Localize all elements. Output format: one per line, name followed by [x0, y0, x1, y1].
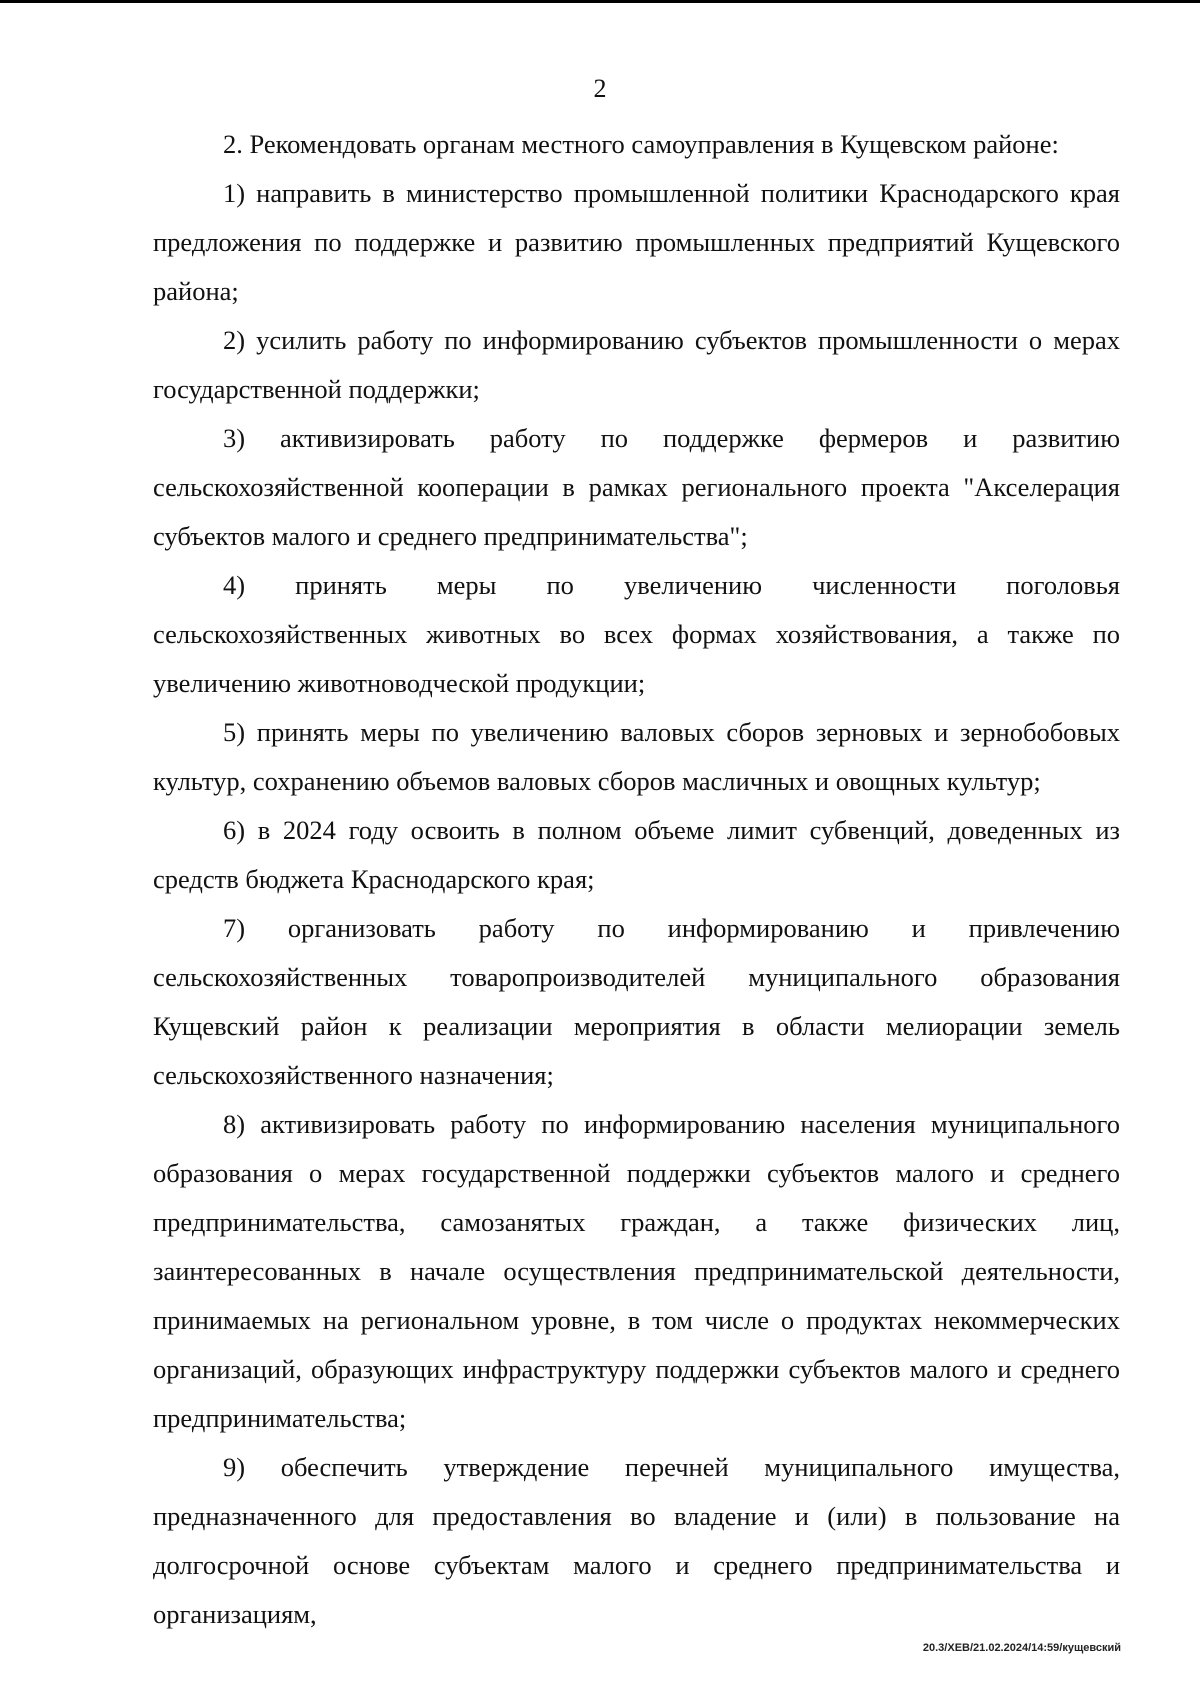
- intro-paragraph: 2. Рекомендовать органам местного самоуправления в Кущевском районе:: [223, 129, 1059, 159]
- document-body: [153, 120, 1120, 1639]
- page-number: 2: [593, 74, 607, 103]
- list-item-2: 2) усилить работу по информированию субъектов промышленности о мерах государственной поддержки;: [153, 325, 1120, 404]
- list-item-5: 5) принять меры по увеличению валовых сборов зерновых и зернобобовых культур, сохранению объемов валовых сборов масличных и овощных культур;: [153, 717, 1120, 796]
- list-item-9: 9) обеспечить утверждение перечней муниципального имущества, предназначенного для предоставления во владение и (или) в пользование на долгосрочной основе субъектам малого и среднего предпринимательства и организациям,: [153, 1452, 1120, 1629]
- list-item-4: 4) принять меры по увеличению численности поголовья сельскохозяйственных животных во всех формах хозяйствования, а также по увеличению животноводческой продукции;: [153, 570, 1120, 698]
- list-item-8: 8) активизировать работу по информированию населения муниципального образования о мерах государственной поддержки субъектов малого и среднего предпринимательства, самозанятых граждан, а также физических лиц, заинтересованных в начале осуществления предпринимательской деятельности, принимаемых на региональном уровне, в том числе о продуктах некоммерческих организаций, образующих инфраструктуру поддержки субъектов малого и среднего предпринимательства;: [153, 1109, 1120, 1433]
- list-item-1: 1) направить в министерство промышленной политики Краснодарского края предложения по поддержке и развитию промышленных предприятий Кущевского района;: [153, 178, 1120, 306]
- document-footer-code: 20.3/ХЕВ/21.02.2024/14:59/кущевский: [922, 1642, 1121, 1654]
- list-item-6: 6) в 2024 году освоить в полном объеме лимит субвенций, доведенных из средств бюджета Краснодарского края;: [153, 815, 1120, 894]
- list-item-3: 3) активизировать работу по поддержке фермеров и развитию сельскохозяйственной кооперации в рамках регионального проекта "Акселерация субъектов малого и среднего предпринимательства";: [153, 423, 1120, 551]
- list-item-7: 7) организовать работу по информированию и привлечению сельскохозяйственных товаропроизводителей муниципального образования Кущевский район к реализации мероприятия в области мелиорации земель сельскохозяйственного назначения;: [153, 913, 1120, 1090]
- page-top-edge: [0, 0, 1200, 3]
